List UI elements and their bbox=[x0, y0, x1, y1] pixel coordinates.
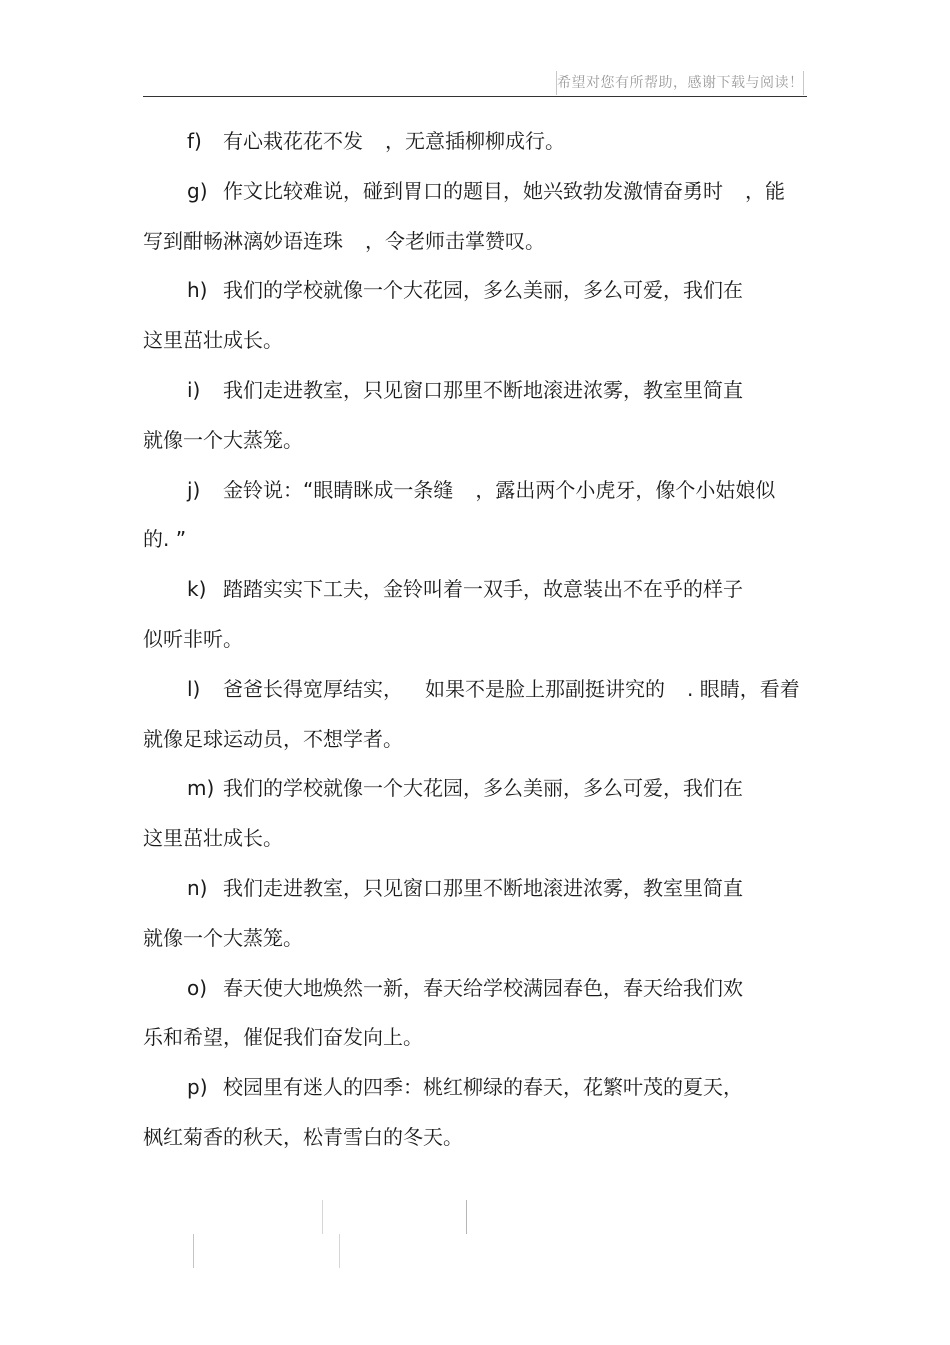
text-fragment: 这里茁壮成长。 bbox=[143, 826, 283, 851]
text-fragment: 枫红菊香的秋天，松青雪白的冬天。 bbox=[143, 1125, 463, 1149]
item-marker: m) bbox=[187, 776, 215, 801]
item-marker: p) bbox=[187, 1075, 208, 1100]
text-fragment: 金铃说：“眼睛眯成一条缝 bbox=[223, 477, 454, 502]
paragraph-continuation-line bbox=[143, 614, 243, 664]
paragraph-line bbox=[187, 1062, 743, 1112]
faint-vertical-mark bbox=[193, 1234, 194, 1268]
text-fragment: 就像一个大蒸笼。 bbox=[143, 427, 303, 452]
text-fragment: 我们走进教室，只见窗口那里不断地滚进浓雾，教室里简直 bbox=[223, 378, 743, 402]
paragraph-line bbox=[187, 465, 775, 515]
text-fragment: 写到酣畅淋漓妙语连珠 bbox=[143, 228, 343, 253]
item-marker: l) bbox=[187, 676, 201, 701]
text-fragment: 就像一个大蒸笼。 bbox=[143, 925, 303, 950]
header-note: 希望对您有所帮助，感谢下载与阅读！ bbox=[556, 71, 804, 95]
paragraph-continuation-line bbox=[143, 1112, 463, 1162]
text-fragment: 爸爸长得宽厚结实， bbox=[223, 676, 403, 701]
item-marker: n) bbox=[187, 876, 208, 900]
text-fragment: 有心栽花花不发 bbox=[223, 129, 363, 153]
item-marker: h) bbox=[187, 278, 208, 303]
item-marker: i) bbox=[187, 378, 201, 402]
text-fragment: ，无意插柳柳成行。 bbox=[385, 129, 565, 153]
paragraph-continuation-line bbox=[143, 913, 303, 963]
item-marker: o) bbox=[187, 975, 208, 1000]
text-fragment: 的. ” bbox=[143, 527, 187, 552]
paragraph-continuation-line bbox=[143, 315, 283, 365]
item-marker: f) bbox=[187, 129, 202, 153]
text-fragment: ，露出两个小虎牙，像个小姑娘似 bbox=[475, 477, 776, 502]
faint-vertical-mark bbox=[339, 1234, 340, 1268]
paragraph-continuation-line bbox=[143, 1012, 423, 1062]
paragraph-line bbox=[187, 863, 743, 913]
text-fragment: 如果不是脸上那副挺讲究的 bbox=[425, 676, 665, 701]
header-rule bbox=[143, 96, 807, 97]
text-fragment: 我们的学校就像一个大花园，多么美丽，多么可爱，我们在 bbox=[223, 278, 743, 303]
paragraph-line bbox=[187, 763, 743, 813]
paragraph-line bbox=[187, 166, 785, 216]
paragraph-line bbox=[187, 116, 565, 166]
text-fragment: ，令老师击掌赞叹。 bbox=[365, 228, 545, 253]
faint-vertical-mark bbox=[322, 1200, 323, 1234]
text-fragment: 校园里有迷人的四季：桃红柳绿的春天，花繁叶茂的夏天， bbox=[223, 1075, 743, 1100]
text-fragment: 春天使大地焕然一新，春天给学校满园春色，春天给我们欢 bbox=[223, 975, 743, 1000]
paragraph-continuation-line bbox=[143, 415, 303, 465]
paragraph-continuation-line bbox=[143, 714, 403, 764]
paragraph-continuation-line bbox=[143, 216, 545, 266]
text-fragment: 似听非听。 bbox=[143, 627, 243, 651]
text-fragment: 乐和希望，催促我们奋发向上。 bbox=[143, 1025, 423, 1050]
text-fragment: . 眼睛，看着 bbox=[687, 676, 800, 701]
paragraph-continuation-line bbox=[143, 813, 283, 863]
text-fragment: 我们的学校就像一个大花园，多么美丽，多么可爱，我们在 bbox=[223, 776, 743, 801]
text-fragment: 这里茁壮成长。 bbox=[143, 328, 283, 353]
text-fragment: 就像足球运动员，不想学者。 bbox=[143, 726, 403, 751]
paragraph-line bbox=[187, 265, 743, 315]
paragraph-line bbox=[187, 664, 800, 714]
text-fragment: 踏踏实实下工夫，金铃叫着一双手，故意装出不在乎的样子 bbox=[223, 577, 743, 602]
faint-vertical-mark bbox=[466, 1200, 467, 1234]
text-fragment: 作文比较难说，碰到胃口的题目，她兴致勃发激情奋勇时 bbox=[223, 178, 723, 203]
paragraph-line bbox=[187, 564, 743, 614]
text-fragment: ，能 bbox=[745, 178, 785, 203]
paragraph-line bbox=[187, 365, 743, 415]
item-marker: k) bbox=[187, 577, 207, 602]
paragraph-line bbox=[187, 963, 743, 1013]
item-marker: j) bbox=[187, 477, 201, 502]
text-fragment: 我们走进教室，只见窗口那里不断地滚进浓雾，教室里简直 bbox=[223, 876, 743, 900]
item-marker: g) bbox=[187, 178, 208, 203]
paragraph-continuation-line bbox=[143, 514, 186, 564]
